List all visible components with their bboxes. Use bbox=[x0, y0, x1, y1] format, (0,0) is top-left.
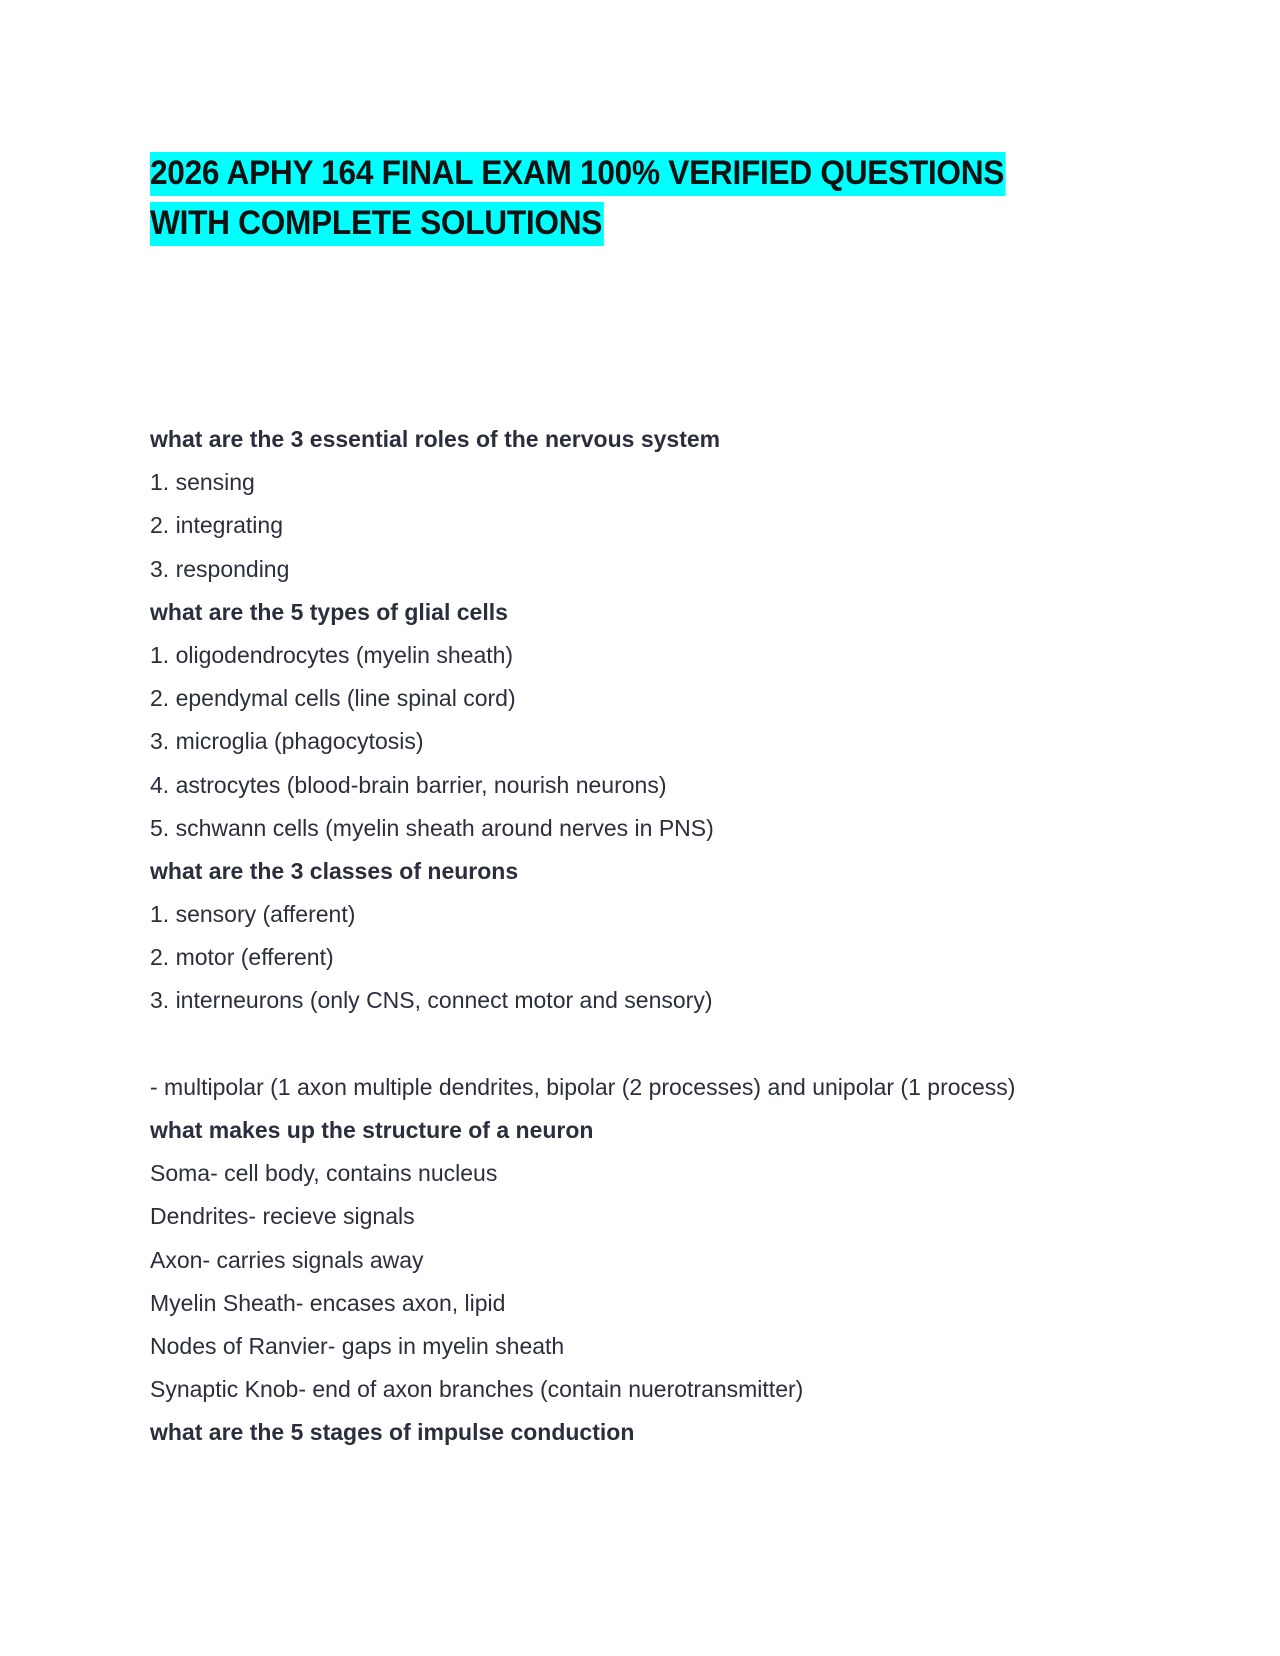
answer-line: Axon- carries signals away bbox=[150, 1246, 424, 1273]
answer-line: 2. motor (efferent) bbox=[150, 944, 334, 971]
answer-line: Dendrites- recieve signals bbox=[150, 1203, 415, 1230]
answer-line: 1. oligodendrocytes (myelin sheath) bbox=[150, 641, 514, 668]
answer-line: 3. microglia (phagocytosis) bbox=[150, 728, 424, 755]
answer-line: 5. schwann cells (myelin sheath around nerves in PNS) bbox=[150, 814, 714, 841]
answer-line: 1. sensing bbox=[150, 469, 255, 496]
document-title bbox=[150, 148, 1061, 248]
answer-line: Myelin Sheath- encases axon, lipid bbox=[150, 1289, 506, 1316]
answer-line: 2. ependymal cells (line spinal cord) bbox=[150, 685, 516, 712]
answer-line: 4. astrocytes (blood-brain barrier, nourish neurons) bbox=[150, 771, 667, 798]
answer-line: 3. responding bbox=[150, 555, 290, 582]
question-line: what makes up the structure of a neuron bbox=[150, 1117, 594, 1143]
blank-line bbox=[150, 1023, 1150, 1066]
question-line: what are the 3 essential roles of the nervous system bbox=[150, 426, 721, 452]
document-body bbox=[150, 418, 1150, 1455]
answer-line: 3. interneurons (only CNS, connect motor and sensory) bbox=[150, 987, 713, 1014]
answer-line: Synaptic Knob- end of axon branches (contain nuerotransmitter) bbox=[150, 1376, 804, 1403]
title-line-2: WITH COMPLETE SOLUTIONS bbox=[150, 202, 604, 246]
answer-line: - multipolar (1 axon multiple dendrites, bipolar (2 processes) and unipolar (1 process) bbox=[150, 1073, 1016, 1100]
title-line-1: 2026 APHY 164 FINAL EXAM 100% VERIFIED QUESTIONS bbox=[150, 152, 1006, 196]
question-line: what are the 5 stages of impulse conduction bbox=[150, 1419, 635, 1446]
question-line: what are the 5 types of glial cells bbox=[150, 598, 508, 625]
question-line: what are the 3 classes of neurons bbox=[150, 857, 519, 884]
answer-line: Nodes of Ranvier- gaps in myelin sheath bbox=[150, 1332, 565, 1359]
answer-line: 1. sensory (afferent) bbox=[150, 901, 356, 928]
answer-line: 2. integrating bbox=[150, 512, 283, 539]
answer-line: Soma- cell body, contains nucleus bbox=[150, 1160, 498, 1187]
